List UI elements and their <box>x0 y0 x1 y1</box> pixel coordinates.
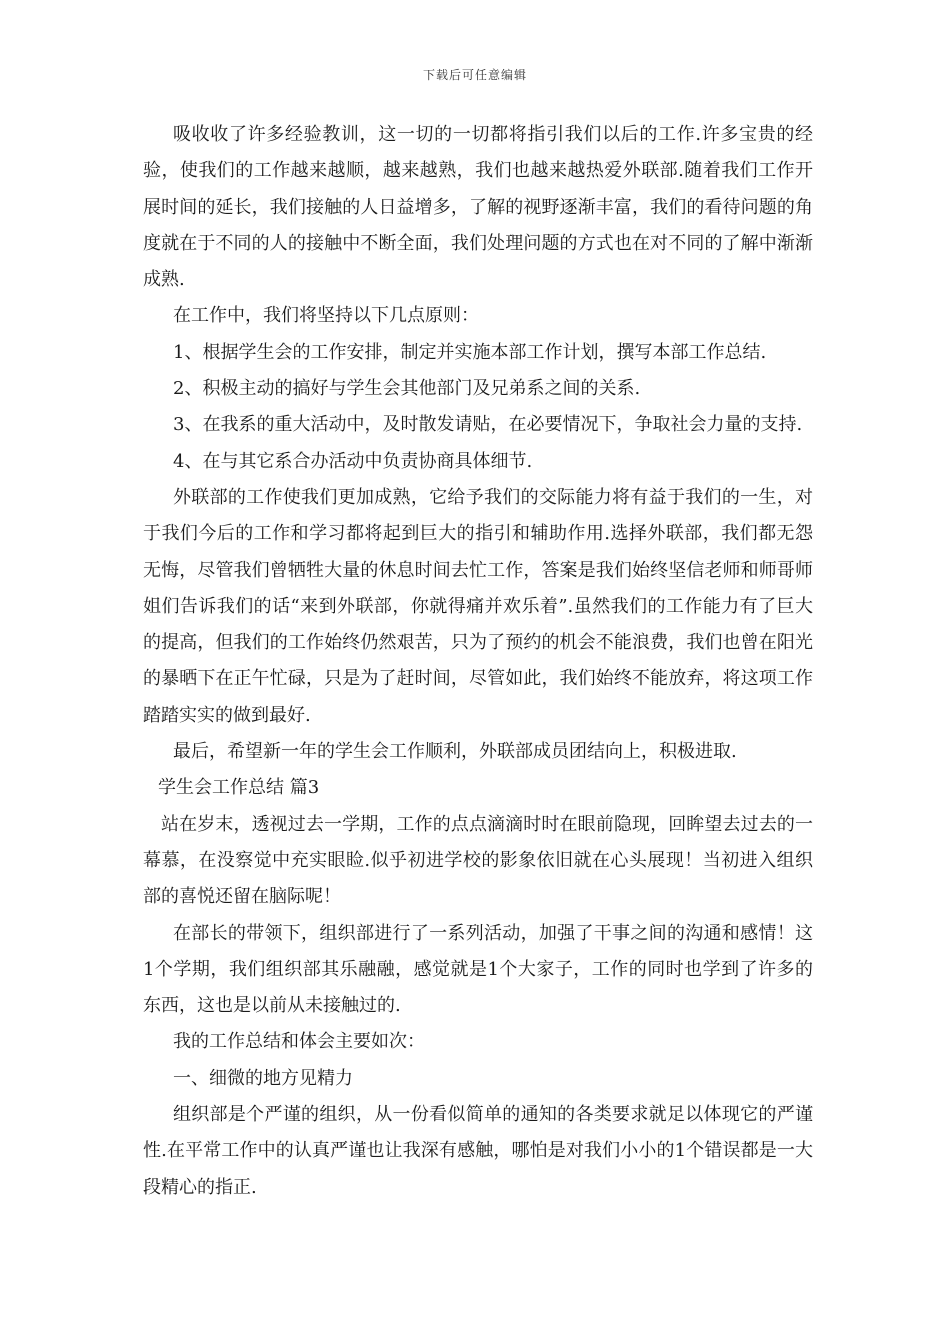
list-item-principle-4: 4、在与其它系合办活动中负责协商具体细节. <box>173 450 533 472</box>
paragraph-outreach-department: 外联部的工作使我们更加成熟，它给予我们的交际能力将有益于我们的一生，对于我们今后的工作和学习都将起到巨大的指引和辅助作用.选择外联部，我们都无怨无悔，尽管我们曾牺牲大量的休息时间去忙工作，答案是我们始终坚信老师和师哥师姐们告诉我们的话“来到外联部，你就得痛并欢乐着”.虽然我们的工作能力有了巨大的提高，但我们的工作始终仍然艰苦，只为了预约的机会不能浪费，我们也曾在阳光的暴晒下在正午忙碌，只是为了赶时间，尽管如此，我们始终不能放弃，将这项工作踏踏实实的做到最好. <box>143 486 813 726</box>
document-body <box>143 117 813 1206</box>
paragraph-principles-intro: 在工作中，我们将坚持以下几点原则： <box>173 305 479 327</box>
page-header-note: 下载后可任意编辑 <box>422 68 527 82</box>
paragraph-summary-intro: 我的工作总结和体会主要如次： <box>173 1031 425 1053</box>
paragraph-year-end-reflection: 站在岁末，透视过去一学期，工作的点点滴滴时时在眼前隐现，回眸望去过去的一幕慕，在没察觉中充实眼睑.似乎初进学校的影象依旧就在心头展现！当初进入组织部的喜悦还留在脑际呢！ <box>143 813 813 908</box>
paragraph-experience: 吸收收了许多经验教训，这一切的一切都将指引我们以后的工作.许多宝贵的经验，使我们的工作越来越顺，越来越熟，我们也越来越热爱外联部.随着我们工作开展时间的延长，我们接触的人日益增多，了解的视野逐渐丰富，我们的看待问题的角度就在于不同的人的接触中不断全面，我们处理问题的方式也在对不同的了解中渐渐成熟. <box>143 124 813 291</box>
paragraph-organization-activities: 在部长的带领下，组织部进行了一系列活动，加强了干事之间的沟通和感情！这1个学期，我们组织部其乐融融，感觉就是1个大家子，工作的同时也学到了许多的东西，这也是以前从未接触过的. <box>143 922 813 1017</box>
paragraph-rigor: 组织部是个严谨的组织，从一份看似简单的通知的各类要求就足以体现它的严谨性.在平常工作中的认真严谨也让我深有感触，哪怕是对我们小小的1个错误都是一大段精心的指正. <box>143 1104 813 1198</box>
list-item-principle-2: 2、积极主动的搞好与学生会其他部门及兄弟系之间的关系. <box>173 378 641 400</box>
list-item-principle-3: 3、在我系的重大活动中，及时散发请贴，在必要情况下，争取社会力量的支持. <box>173 414 803 436</box>
section-heading-part-3: 学生会工作总结 篇3 <box>158 777 320 799</box>
paragraph-closing-wish: 最后，希望新一年的学生会工作顺利，外联部成员团结向上，积极进取. <box>173 741 737 763</box>
list-item-principle-1: 1、根据学生会的工作安排，制定并实施本部工作计划，撰写本部工作总结. <box>173 341 767 363</box>
subheading-point-1: 一、细微的地方见精力 <box>173 1067 353 1089</box>
